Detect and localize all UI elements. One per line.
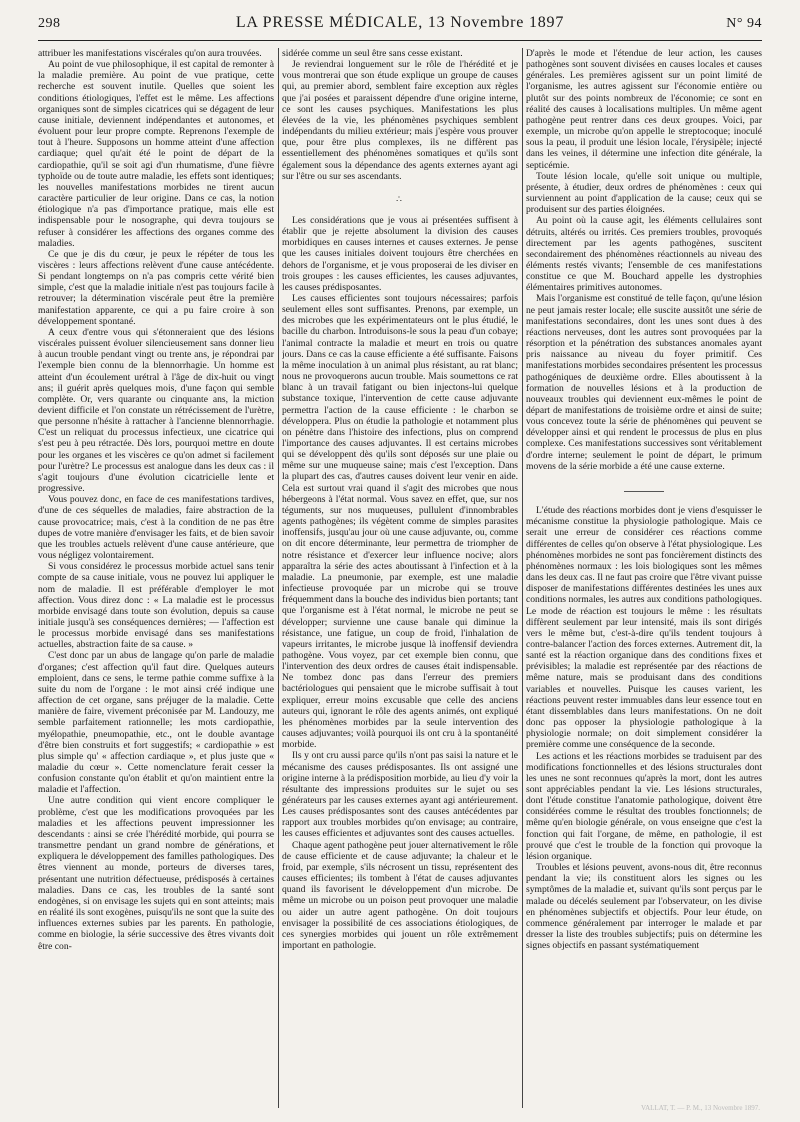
column-divider — [522, 48, 523, 1108]
margin-note: VALLAT, T. — P. M., 13 Novembre 1897. — [640, 1104, 760, 1112]
text-column-1 — [38, 48, 274, 1108]
paragraph: Troubles et lésions peuvent, avons-nous dit, être reconnus pendant la vie; ils constituent alors les signes ou les symptômes de la maladie et, suivant qu'ils sont perçus par le malade ou décelés seulement par l'observateur, on les divise en phénomènes subjectifs et objectifs. Pour leur étude, on commence généralement par interroger le malade et par dresser la liste des troubles subjectifs; puis on détermine les signes objectifs en passant systématiquement — [526, 862, 762, 952]
publication-title: LA PRESSE MÉDICALE, 13 Novembre 1897 — [235, 14, 565, 31]
paragraph: Vous pouvez donc, en face de ces manifestations tardives, d'une de ces séquelles de maladies, faire abstraction de la cause provocatrice; mais, c'est à la condition de ne pas être dupes de votre manière d'envisager les faits, et de bien savoir que les troubles actuels relèvent d'une cause antérieure, que vous négligez volontairement. — [38, 494, 274, 562]
paragraph: D'après le mode et l'étendue de leur action, les causes pathogènes sont souvent divisées en causes locales et causes générales. Les premières agissent sur un point limité de l'organisme, les autres agissent sur l'économie entière ou plutôt sur des points nombreux de l'économie; ce sont en réalité des causes à localisations multiples. Un même agent pathogène peut rentrer dans ces deux groupes. Voici, par exemple, un microbe qu'on appelle le streptocoque; inoculé sous la peau, il produit une lésion locale, l'érysipèle; injecté dans les veines, il détermine une infection dite générale, la septicémie. — [526, 48, 762, 171]
paragraph: Ce que je dis du cœur, je peux le répéter de tous les viscères : leurs affections relèvent d'une cause antécédente. Si pendant longtemps on n'a pas compris cette vérité bien simple, c'est que la maladie initiale n'est pas toujours facile à retrouver; la détermination viscérale peut être la première manifestation apparente, ce qui a pu faire croire à son développement spontané. — [38, 248, 274, 327]
paragraph: Chaque agent pathogène peut jouer alternativement le rôle de cause efficiente et de cause adjuvante; la chaleur et le froid, par exemple, s'ils nécrosent un tissu, représentent des causes efficientes; ils tombent à l'état de causes adjuvantes quand ils favorisent le développement d'un microbe. De même un microbe ou un poison peut provoquer une maladie ou aider un autre agent pathogène. On doit toujours envisager la possibilité de ces associations étiologiques, de ces synergies morbides qui jouent un rôle extrêmement important en pathologie. — [282, 839, 518, 952]
column-divider — [278, 48, 279, 1108]
paragraph: Toute lésion locale, qu'elle soit unique ou multiple, présente, à étudier, deux ordres de phénomènes : ceux qui surviennent au point d'application de la cause; ceux qui se produisent sur des parties éloignées. — [526, 170, 762, 216]
paragraph: C'est donc par un abus de langage qu'on parle de maladie d'organes; c'est affection qu'il faut dire. Quelques auteurs emploient, dans ce sens, le terme pathie comme suffixe à la suite du nom de l'organe : le mot ainsi créé indique une affection de cet organe, sans préjuger de la maladie. Cette manière de faire, vivement préconisée par M. Landouzy, me semble parfaitement rationnelle; les mots cardiopathie, myélopathie, pneumopathie, etc., ont le double avantage d'être bien construits et fort suggestifs; « cardiopathie » est plus simple qu' « affection cardiaque », et plus juste que « maladie du cœur ». Cette nomenclature ferait cesser la confusion constante qu'on établit et qu'on maintient entre la maladie et l'affection. — [38, 650, 274, 796]
paragraph: Si vous considérez le processus morbide actuel sans tenir compte de sa cause initiale, vous ne pouvez lui appliquer le nom de maladie. Il est préférable d'employer le mot affection. Vous direz donc : « La maladie est le processus morbide envisagé dans toute son évolution, depuis sa cause initiale jusqu'à ses conséquences dernières; — l'affection est le processus morbide envisagé dans ses manifestations actuelles, abstraction faite de sa cause. » — [38, 561, 274, 651]
paragraph: Les actions et les réactions morbides se traduisent par des modifications fonctionnelles et des lésions structurales dont les unes ne sont reconnues qu'après la mort, dont les autres sont appréciables pendant la vie. Les lésions structurales, dont l'étude constitue l'anatomie pathologique, doivent être considérées comme le résultat des troubles fonctionnels; de même qu'en biologie générale, on vous enseigne que c'est la fonction qui fait l'organe, de même, en pathologie, il est prouvé que c'est le trouble de la fonction qui provoque la lésion organique. — [526, 750, 762, 862]
issue-number: N° 94 — [726, 16, 762, 31]
page-header — [38, 14, 762, 36]
text-column-2 — [282, 48, 518, 1108]
paragraph: Je reviendrai longuement sur le rôle de l'hérédité et je vous montrerai que son étude explique un groupe de causes qui, au premier abord, semblent faire exception aux règles que j'ai posées et paraissent dépendre d'une origine interne, ce sont les causes psychiques. Manifestations les plus élevées de la vie, les phénomènes psychiques semblent indépendants du milieu extérieur; mais j'espère vous prouver que, pour être plus complexes, ils ne diffèrent pas essentiellement des phénomènes somatiques et qu'ils sont également sous la dépendance des agents externes ayant agi sur l'être ou sur ses ascendants. — [282, 59, 518, 182]
page-number: 298 — [38, 16, 61, 31]
paragraph: Au point où la cause agit, les éléments cellulaires sont détruits, altérés ou irrités. Ces premiers troubles, provoqués directement par les agents pathogènes, suscitent secondairement des phénomènes réactionnels au niveau des éléments restés vivants; l'ensemble de ces manifestations constitue ce que M. Bouchard appelle les dystrophies élémentaires primitives autonomes. — [526, 215, 762, 294]
paragraph: sidérée comme un seul être sans cesse existant. — [282, 48, 463, 59]
paragraph: L'étude des réactions morbides dont je viens d'esquisser le mécanisme constitue la physiologie pathologique. Mais ce serait une erreur de considérer ces réactions comme différentes de celles qu'on observe à l'état physiologique. Les phénomènes morbides ne sont pas foncièrement distincts des phénomènes normaux : les lois biologiques sont les mêmes dans les deux cas. Il ne faut pas croire que l'être vivant puisse disposer de manifestations différentes destinées les unes aux conditions normales, les autres aux conditions pathologiques. Le mode de réaction est toujours le même : les résultats diffèrent seulement par leur intensité, mais ils sont dirigés vers le même but, c'est-à-dire qu'ils tendent toujours à contre-balancer l'action des forces externes. Autrement dit, la santé est la réaction organique dans des conditions fixes et prévisibles; la maladie est représentée par des réactions de même nature, mais se produisant dans des conditions variables et nouvelles. Puisque les causes varient, les réactions peuvent rester immuables dans leur essence tout en étant dissemblables dans leurs manifestations. On ne doit donc pas opposer la physiologie pathologique à la physiologie normale; on doit simplement considérer la première comme une conséquence de la seconde. — [526, 505, 762, 751]
paragraph: Mais l'organisme est constitué de telle façon, qu'une lésion ne peut jamais rester locale; elle suscite aussitôt une série de manifestations secondaires, dont les unes sont dues à des réactions nerveuses, dont les autres sont provoquées par la résorption et la pénétration des substances anomales ayant pris naissance au niveau du foyer primitif. Ces manifestations morbides secondaires présentent les processus pathogéniques de deuxième ordre. Elles aboutissent à la formation de nouvelles lésions et à la production de nouveaux troubles qui deviennent eux-mêmes le point de départ de manifestations de troisième ordre et ainsi de suite; vous concevez toute la série de phénomènes qui peuvent se développer ainsi et qui rendent le processus de plus en plus complexe. Ces manifestations successives sont véritablement d'ordre interne; seulement le point de départ, le primum movens de la série morbide a été une cause externe. — [526, 293, 762, 472]
header-rule — [38, 40, 762, 41]
paragraph: Ils y ont cru aussi parce qu'ils n'ont pas saisi la nature et le mécanisme des causes prédisposantes. Ils ont assigné une origine interne à la prédisposition morbide, au lieu d'y voir la résultante des impressions produites sur le sujet ou ses générateurs par les causes externes ayant agi antérieurement. Les causes prédisposantes sont des causes antécédentes par rapport aux troubles morbides qu'on envisage; au contraire, les causes efficientes et adjuvantes sont des causes actuelles. — [282, 750, 518, 840]
text-column-3 — [526, 48, 762, 1108]
paragraph: Au point de vue philosophique, il est capital de remonter à la maladie première. Au point de vue pratique, cette recherche est souvent inutile. Quelles que soient les conditions étiologiques, l'effet est le même. Les affections organiques sont de simples cicatrices qui se dégagent de leur cause initiale, deviennent indépendantes et autonomes, et évoluent pour leur propre compte. Reprenons l'exemple de tout à l'heure. Supposons un homme atteint d'une affection cardiaque; quel qu'ait été le point de départ de la cardiopathie, qu'il se soit agi d'un rhumatisme, d'une fièvre typhoïde ou de toute autre maladie, les effets sont identiques; les nouvelles manifestations morbides ne tirent aucun caractère particulier de leur origine. Dans ce cas, la notion étiologique n'a pas d'importance pratique, mais elle est indispensable pour le nosographe, qui devra toujours se refuser à considérer les affections des organes comme des maladies. — [38, 59, 274, 249]
section-rule — [526, 486, 762, 497]
paragraph: Une autre condition qui vient encore compliquer le problème, c'est que les modifications provoquées par les maladies et les affections peuvent impressionner les descendants : ainsi se crée l'hérédité morbide, qui pourra se transmettre pendant un grand nombre de générations, et expliquera le développement des familles pathologiques. Des êtres viennent au monde, porteurs de diverses tares, présentant une nutrition défectueuse, prédisposés à certaines maladies. Dans ce cas, les troubles de la santé sont endogènes, si on envisage les sujets qui en sont atteints; mais en réalité ils sont exogènes, puisqu'ils ne sont que la suite des influences externes subies par les parents. En pathologie, comme en biologie, la série successive des êtres vivants doit être con- — [38, 795, 274, 952]
paragraph: A ceux d'entre vous qui s'étonneraient que des lésions viscérales puissent évoluer silencieusement sans donner lieu à aucun trouble pendant vingt ou trente ans, je répondrai par l'exemple bien connu de la blennorrhagie. Un homme est atteint d'un écoulement urétral à l'âge de dix-huit ou vingt ans; il guérit après quelques mois, d'une façon qui semble complète. Or, vers quarante ou cinquante ans, la miction devient difficile et l'on constate un rétrécissement de l'urètre, que personne n'hésite à rattacher à l'ancienne blennorrhagie. C'est un reliquat du processus infectieux, une cicatrice qui s'est peu à peu rétractée. Dès lors, pourquoi mettre en doute pour les organes et les viscères ce qu'on admet si facilement pour l'urètre? Le processus est analogue dans les deux cas : il s'agit toujours d'une évolution cicatricielle lente et progressive. — [38, 326, 274, 495]
section-asterism: ∴ — [396, 193, 404, 204]
paragraph: Les causes efficientes sont toujours nécessaires; parfois seulement elles sont suffisantes. Prenons, par exemple, un des microbes que les expérimentateurs ont le plus étudié, le bacille du charbon. Introduisons-le sous la peau d'un cobaye; l'animal contracte la maladie et meurt en trois ou quatre jours. Dans ce cas la cause efficiente a été suffisante. Faisons la même inoculation à un animal plus résistant, au rat blanc; nous ne provoquerons aucun trouble. Mais soumettons ce rat blanc à un travail fatigant ou bien injectons-lui quelque substance toxique, l'intervention de cette cause adjuvante permettra l'action de la cause efficiente : le charbon se développera. Plus on étudie la pathologie et notamment plus on pénètre dans l'histoire des infections, plus on comprend l'importance des causes adjuvantes. Il est certains microbes qui se développent dès qu'ils sont déposés sur une plaie ou même sur une muqueuse saine; mais c'est l'exception. Dans la plupart des cas, d'autres causes doivent leur venir en aide. Cela est surtout vrai quand il s'agit des microbes que nous hébergeons à l'état normal. Vous savez en effet, que, sur nos téguments, sur nos muqueuses, pullulent d'innombrables agents pathogènes; ils végètent comme de simples parasites inoffensifs, jusqu'au jour où une cause adjuvante, ou, comme on dit encore déterminante, leur permettra de triompher de notre résistance et d'exercer leur influence nocive; alors apparaîtra la série des actes aboutissant à l'infection et à la maladie. La pneumonie, par exemple, est une maladie infectieuse provoquée par un microbe qui se trouve fréquemment dans la bouche des individus bien portants; tant que l'organisme est à l'état normal, le microbe ne peut se développer; survienne une cause banale qui diminue la résistance, une fatigue, un coup de froid, l'inhalation de vapeurs irritantes, le microbe jusque là inoffensif deviendra pathogène. Vous voyez, par cet exemple bien connu, que l'intervention des deux ordres de causes était indispensable. Ne tombez donc pas dans l'erreur des premiers bactériologues qui pensaient que le microbe suffisait à tout expliquer, erreur moins excusable que celle des anciens auteurs qui, ignorant le rôle des agents animés, ont expliqué les phénomènes morbides par la seule intervention des causes adjuvantes; voilà pourquoi ils ont cru à la spontanéité morbide. — [282, 292, 518, 751]
paragraph: attribuer les manifestations viscérales qu'on aura trouvées. — [38, 48, 262, 59]
paragraph: Les considérations que je vous ai présentées suffisent à établir que je rejette absolument la division des causes morbidiques en causes internes et causes externes. Je pense que les causes initiales doivent toujours être cherchées en dehors de l'organisme, et je vous proposerai de les diviser en trois groupes : les causes efficientes, les causes adjuvantes, les causes prédisposantes. — [282, 214, 518, 293]
